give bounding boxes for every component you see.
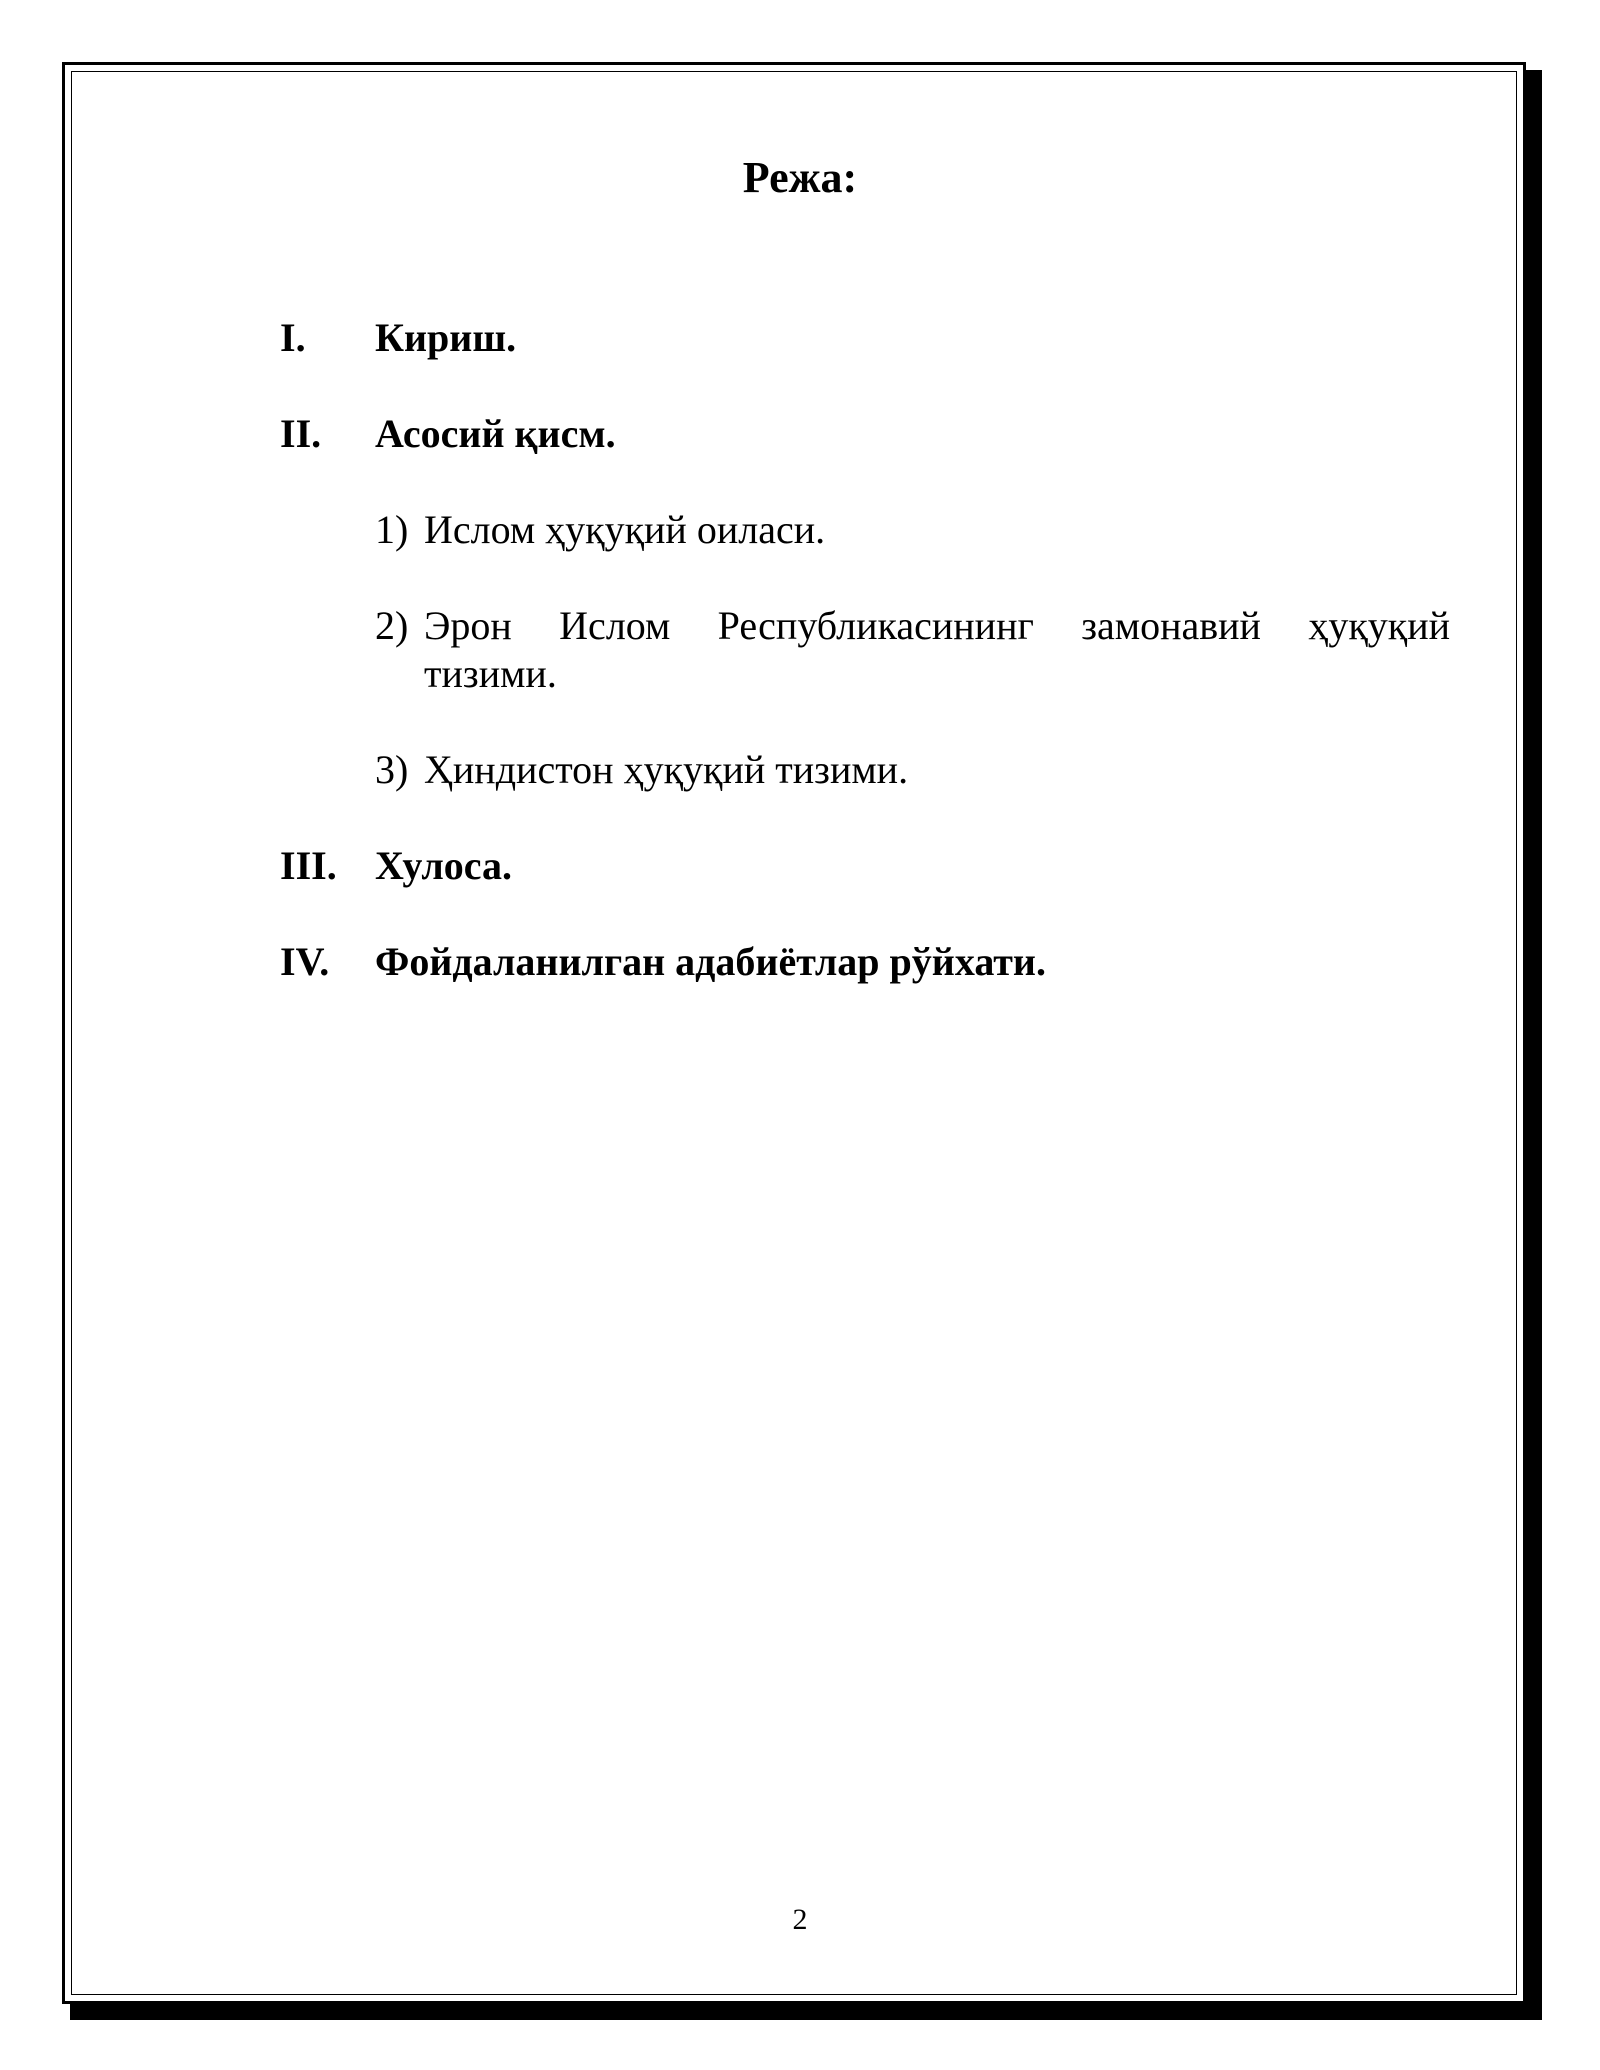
subitem-number: 3): [375, 747, 409, 792]
subitem-2-text-line2: тизими.: [424, 651, 557, 696]
outline-text: Асосий қисм.: [375, 411, 616, 456]
subitem-text: Ислом ҳуқуқий оиласи.: [424, 507, 826, 552]
outline-text: Хулоса.: [375, 843, 513, 888]
outline-number: IV.: [280, 939, 330, 984]
subitem-2-text-line1: Эрон Ислом Республикасининг замонавий ҳуқуқий: [424, 603, 1450, 648]
page-number: 2: [792, 1903, 808, 1936]
outline-text: Кириш.: [375, 315, 517, 360]
outline-number: III.: [280, 843, 337, 888]
subitem-text: Ҳиндистон ҳуқуқий тизими.: [424, 747, 909, 792]
outline-text: Фойдаланилган адабиётлар рўйхати.: [375, 939, 1046, 984]
subitem-number: 2): [375, 603, 409, 648]
subitem-number: 1): [375, 507, 409, 552]
page-title: Режа:: [742, 153, 858, 202]
outline-number: I.: [280, 315, 306, 360]
outline-number: II.: [280, 411, 322, 456]
